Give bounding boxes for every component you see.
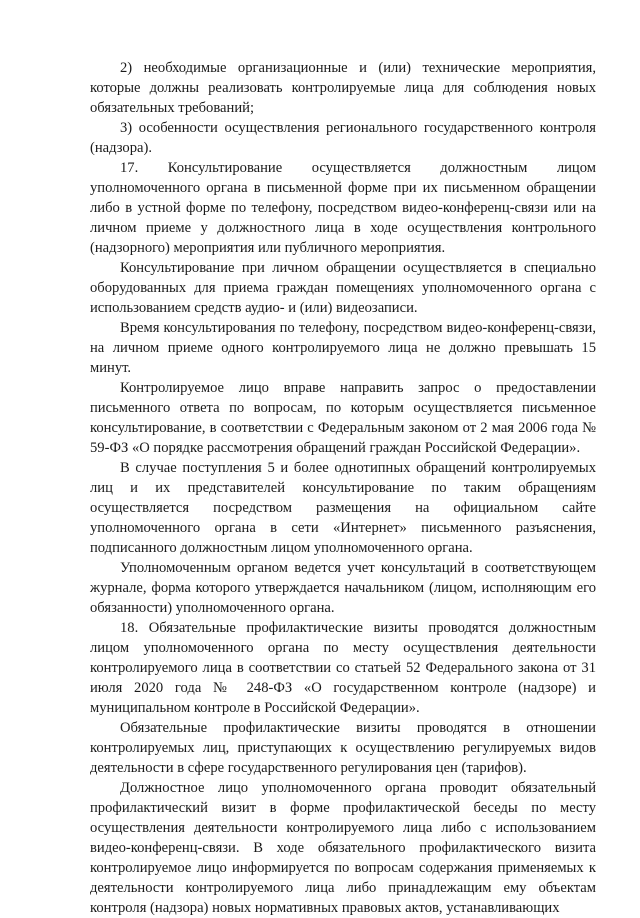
paragraph-item-2: 2) необходимые организационные и (или) технические мероприятия, которые должны реализовать контролируемые лица для соблюдения новых обязательных требований;	[90, 60, 596, 116]
paragraph-consultation-time: Время консультирования по телефону, посредством видео-конференц-связи, на личном приеме одного контролируемого лица не должно превышать 15 минут.	[90, 320, 596, 376]
paragraph-18: 18. Обязательные профилактические визиты проводятся должностным лицом уполномоченного органа по месту осуществления деятельности контролируемого лица в соответствии со статьей 52 Федерального закона от 31 июля 2020 года № 248-ФЗ «О государственном контроле (надзоре) и муниципальном контроле в Российской Федерации».	[90, 620, 596, 716]
paragraph-17: 17. Консультирование осуществляется должностным лицом уполномоченного органа в письменной форме при их письменном обращении либо в устной форме по телефону, посредством видео-конференц-связи или на личном приеме у должностного лица в ходе осуществления контрольного (надзорного) мероприятия или публичного мероприятия.	[90, 160, 596, 256]
paragraph-mandatory-visits: Обязательные профилактические визиты проводятся в отношении контролируемых лиц, приступающих к осуществлению регулируемых видов деятельности в сфере государственного регулирования цен (тарифов).	[90, 720, 596, 776]
paragraph-personal-consultation: Консультирование при личном обращении осуществляется в специально оборудованных для приема граждан помещениях уполномоченного органа с использованием средств аудио- и (или) видеозаписи.	[90, 260, 596, 316]
paragraph-similar-requests: В случае поступления 5 и более однотипных обращений контролируемых лиц и их представителей консультирование по таким обращениям осуществляется посредством размещения на официальном сайте уполномоченного органа в сети «Интернет» письменного разъяснения, подписанного должностным лицом уполномоченного органа.	[90, 460, 596, 556]
paragraph-item-3: 3) особенности осуществления регионального государственного контроля (надзора).	[90, 120, 596, 156]
paragraph-visit-procedure: Должностное лицо уполномоченного органа проводит обязательный профилактический визит в форме профилактической беседы по месту осуществления деятельности контролируемого лица либо с использованием видео-конференц-связи. В ходе обязательного профилактического визита контролируемое лицо информируется по вопросам содержания применяемых к деятельности контролируемого лица либо принадлежащим ему объектам контроля (надзора) новых нормативных правовых актов, устанавливающих	[90, 780, 596, 916]
paragraph-consultation-journal: Уполномоченным органом ведется учет консультаций в соответствующем журнале, форма которого утверждается начальником (лицом, исполняющим его обязанности) уполномоченного органа.	[90, 560, 596, 616]
paragraph-written-request: Контролируемое лицо вправе направить запрос о предоставлении письменного ответа по вопросам, по которым осуществляется письменное консультирование, в соответствии с Федеральным законом от 2 мая 2006 года № 59-ФЗ «О порядке рассмотрения обращений граждан Российской Федерации».	[90, 380, 596, 456]
